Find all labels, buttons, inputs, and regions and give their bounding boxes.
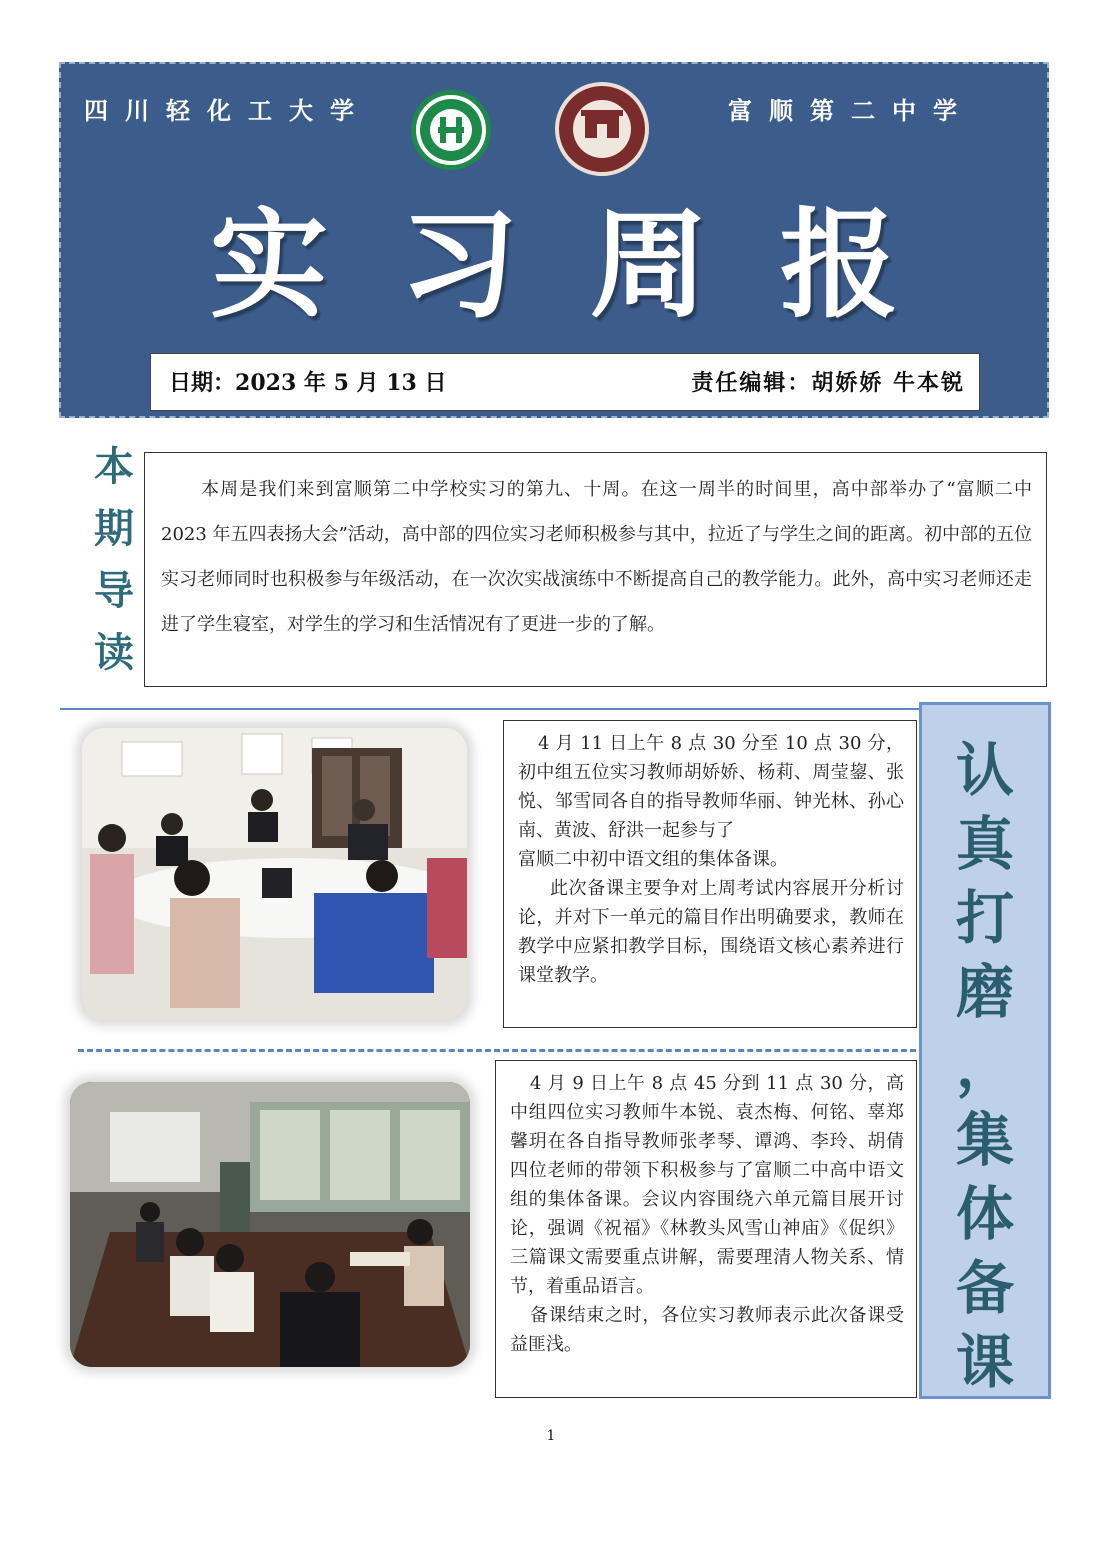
section-title-char: 课 [955, 1328, 1014, 1396]
intro-label-char: 本 [94, 444, 134, 490]
story-paragraph: 此次备课主要争对上周考试内容展开分析讨论，并对下一单元的篇目作出明确要求，教师在教学中应紧扣教学目标，围绕语文核心素养进行课堂教学。 [518, 878, 904, 986]
date-value: 2023 年 5 月 13 日 [235, 370, 447, 396]
editor-names: 胡娇娇 牛本锐 [811, 370, 965, 396]
section-title-char: 集 [955, 1106, 1014, 1174]
intro-box [144, 452, 1047, 687]
section-title-char: 认 [955, 736, 1014, 804]
story-senior-lesson-prep [495, 1060, 917, 1398]
lesson-prep-photo-junior [82, 728, 467, 1020]
section-title-char: 备 [955, 1254, 1014, 1322]
section-title [922, 735, 1048, 1401]
story-paragraph: 备课结束之时，各位实习教师表示此次备课受益匪浅。 [510, 1305, 904, 1355]
page-title: 实习周报 [209, 196, 970, 334]
intro-text: 本周是我们来到富顺第二中学校实习的第九、十周。在这一周半的时间里，高中部举办了“富顺二中 2023 年五四表扬大会”活动，高中部的四位实习老师积极参与其中，拉近了与学生之间的距离。初中部的五位实习老师同时也积极参与年级活动，在一次次实战演练中不断提高自己的教学能力。此外，高中实习老师还走进了学生寝室，对学生的学习和生活情况有了更进一步的了解。 [161, 479, 1032, 635]
lesson-prep-photo-senior [70, 1082, 470, 1367]
university-emblem-icon [411, 90, 491, 170]
story-paragraph: 4 月 11 日上午 8 点 30 分至 10 点 30 分，初中组五位实习教师胡娇娇、杨莉、周莹鋆、张悦、邹雪同各自的指导教师华丽、钟光林、孙心南、黄波、舒洪一起参与了 [518, 733, 904, 841]
intro-label-char: 导 [94, 568, 134, 614]
page-number: 1 [546, 1428, 556, 1444]
info-bar [150, 353, 980, 411]
intro-label [90, 444, 138, 695]
left-school-name: 四川轻化工大学 [84, 96, 371, 125]
story-paragraph: 4 月 9 日上午 8 点 45 分到 11 点 30 分，高中组四位实习教师牛本锐、袁杰梅、何铭、辜郑馨玥在各自指导教师张孝琴、谭鸿、李玲、胡倩四位老师的带领下积极参与了富顺二中高中语文组的集体备课。会议内容围绕六单元篇目展开讨论，强调《祝福》《林教头风雪山神庙》《促织》三篇课文需要重点讲解，需要理清人物关系、情节，着重品语言。 [510, 1073, 904, 1297]
intro-label-char: 读 [94, 630, 134, 676]
editor-line [691, 366, 965, 397]
section-title-panel [919, 702, 1051, 1399]
intro-label-char: 期 [94, 506, 134, 552]
story-junior-lesson-prep [503, 720, 917, 1028]
section-title-char: 打 [955, 884, 1014, 952]
editor-label: 责任编辑： [691, 370, 812, 396]
school-emblem-icon [555, 82, 649, 176]
section-title-char: ， [955, 1032, 1014, 1100]
date-label: 日期： [169, 370, 236, 396]
section-title-char: 体 [955, 1180, 1014, 1248]
right-school-name: 富顺第二中学 [728, 96, 974, 125]
section-title-char: 真 [955, 810, 1014, 878]
section-title-char: 磨 [955, 958, 1014, 1026]
dashed-divider [78, 1049, 916, 1052]
story-paragraph: 富顺二中初中语文组的集体备课。 [518, 849, 788, 870]
date-line [169, 366, 446, 397]
section-divider [60, 708, 922, 710]
